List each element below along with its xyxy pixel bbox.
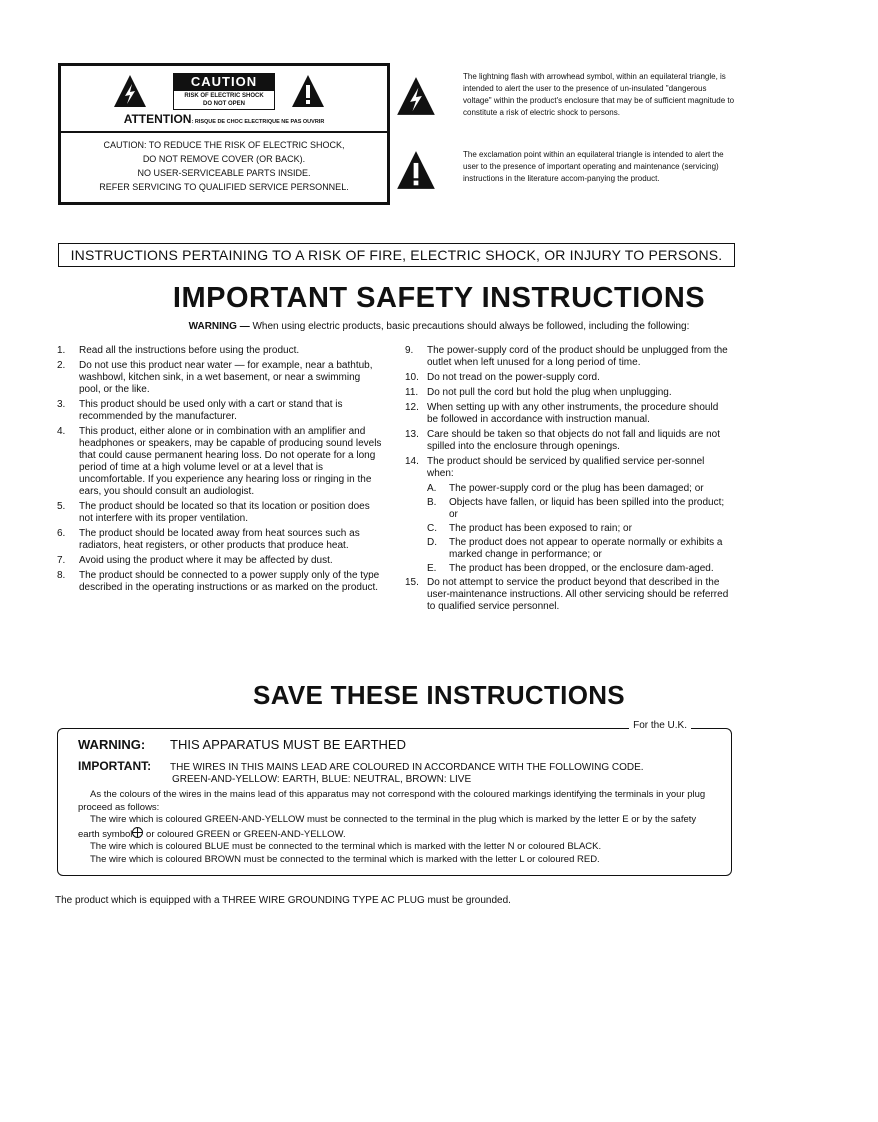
- item-number: 3.: [57, 399, 66, 410]
- item-text: This product should be used only with a cart or stand that is recommended by the manufacturer.: [79, 399, 343, 422]
- item-text: This product, either alone or in combination with an amplifier and headphones or speakers, may be capable of producing sound levels that could cause permanent hearing loss. Do not operate for a long period of time at a high volume level or at a level that is uncomfortable. If you experience any hearing loss or ringing in the ears, you should consult an audiologist.: [79, 426, 382, 497]
- uk-important-label: IMPORTANT:: [78, 759, 152, 773]
- sub-item-letter: B.: [427, 497, 437, 508]
- sub-item-text: The product has been dropped, or the enclosure dam-aged.: [449, 563, 714, 574]
- sub-item: [427, 537, 730, 561]
- page-title: IMPORTANT SAFETY INSTRUCTIONS: [172, 282, 706, 314]
- list-item: [405, 456, 730, 480]
- item-text: The product should be located away from heat sources such as radiators, heat registers, or other products that produce heat.: [79, 528, 360, 551]
- exclamation-symbol-icon: [396, 150, 436, 190]
- exclamation-warning-icon: [291, 74, 325, 108]
- sub-item: [427, 563, 730, 575]
- sub-item: [427, 483, 730, 495]
- uk-warning-text: THIS APPARATUS MUST BE EARTHED: [170, 737, 406, 752]
- caution-subtext: [173, 90, 275, 110]
- list-item: [405, 372, 730, 384]
- item-text: Do not tread on the power-supply cord.: [427, 372, 600, 383]
- caution-line: DO NOT REMOVE COVER (OR BACK).: [142, 154, 306, 164]
- list-item: [57, 345, 384, 357]
- item-text: Do not use this product near water — for example, near a bathtub, washbowl, kitchen sink, in a wet basement, or near a swimming pool, or the like.: [79, 360, 373, 395]
- list-item: [57, 528, 384, 552]
- caution-line: REFER SERVICING TO QUALIFIED SERVICE PERSONNEL.: [99, 182, 349, 192]
- sub-item: [427, 523, 730, 535]
- warning-label: WARNING —: [188, 321, 250, 332]
- instructions-left-column: [57, 345, 384, 597]
- item-number: 4.: [57, 426, 66, 437]
- sub-item-letter: A.: [427, 483, 437, 494]
- lightning-warning-icon: [113, 74, 147, 108]
- caution-line: NO USER-SERVICEABLE PARTS INSIDE.: [137, 168, 311, 178]
- caution-box: [58, 63, 390, 205]
- uk-paragraph: [78, 814, 718, 841]
- caution-text: [61, 138, 387, 194]
- uk-paragraph: The wire which is coloured BROWN must be connected to the terminal which is marked with the letter L or coloured RED.: [90, 853, 600, 865]
- uk-paragraph-text: or coloured GREEN or GREEN-AND-YELLOW.: [143, 828, 346, 840]
- sub-item-text: Objects have fallen, or liquid has been spilled into the product; or: [449, 497, 725, 520]
- caution-sub-line: DO NOT OPEN: [202, 101, 245, 107]
- item-number: 5.: [57, 501, 66, 512]
- instructions-right-column: [405, 345, 730, 616]
- item-number: 1.: [57, 345, 66, 356]
- list-item: [57, 570, 384, 594]
- item-number: 6.: [57, 528, 66, 539]
- warning-text: When using electric products, basic precautions should always be followed, including the following:: [249, 321, 690, 332]
- sub-item-text: The product has been exposed to rain; or: [449, 523, 632, 534]
- sub-item: [427, 497, 730, 521]
- item-number: 12.: [405, 402, 419, 413]
- item-number: 8.: [57, 570, 66, 581]
- fire-risk-banner: INSTRUCTIONS PERTAINING TO A RISK OF FIRE, ELECTRIC SHOCK, OR INJURY TO PERSONS.: [58, 243, 735, 267]
- item-number: 10.: [405, 372, 419, 383]
- caution-heading: CAUTION: [173, 73, 275, 90]
- item-number: 9.: [405, 345, 414, 356]
- list-item: [57, 399, 384, 423]
- uk-wiring-box: [57, 720, 732, 876]
- item-text: The power-supply cord of the product should be unplugged from the outlet when left unused for a long period of time.: [427, 345, 728, 368]
- list-item: [405, 577, 730, 613]
- item-text: Do not attempt to service the product beyond that described in the user-maintenance instructions. All other servicing should be referred to qualified service personnel.: [427, 577, 729, 612]
- sub-item-letter: C.: [427, 523, 437, 534]
- sub-item-letter: D.: [427, 537, 437, 548]
- uk-warning: [78, 737, 406, 752]
- sub-item-text: The product does not appear to operate normally or exhibits a marked change in performance; or: [449, 537, 723, 560]
- warning-intro: [0, 321, 878, 332]
- sub-item-letter: E.: [427, 563, 437, 574]
- lightning-symbol-text: The lightning flash with arrowhead symbol, within an equilateral triangle, is intended to alert the user to the presence of un-insulated "dangerous voltage" within the product's enclosure that may be of sufficient magnitude to constitute a risk of electric shock to persons.: [463, 72, 735, 117]
- uk-warning-label: WARNING:: [78, 737, 146, 752]
- item-number: 15.: [405, 577, 419, 588]
- list-item: [57, 360, 384, 396]
- item-text: Avoid using the product where it may be affected by dust.: [79, 555, 333, 566]
- caution-header: [61, 66, 387, 131]
- item-number: 13.: [405, 429, 419, 440]
- lightning-symbol-icon: [396, 76, 436, 116]
- uk-important-text: THE WIRES IN THIS MAINS LEAD ARE COLOURED IN ACCORDANCE WITH THE FOLLOWING CODE.: [170, 762, 644, 773]
- divider: [61, 131, 387, 133]
- list-item: [57, 555, 384, 567]
- item-text: Do not pull the cord but hold the plug when unplugging.: [427, 387, 672, 398]
- earth-symbol-icon: [132, 827, 143, 838]
- list-item: [405, 345, 730, 369]
- item-text: When setting up with any other instruments, the procedure should be followed in accordance with instruction manual.: [427, 402, 719, 425]
- list-item: [405, 387, 730, 399]
- exclamation-symbol-text: The exclamation point within an equilateral triangle is intended to alert the user to the presence of important operating and maintenance (servicing) instructions in the literature accom-panying the product.: [463, 150, 724, 183]
- item-text: The product should be connected to a power supply only of the type described in the operating instructions or as marked on the product.: [79, 570, 380, 593]
- sub-item-text: The power-supply cord or the plug has been damaged; or: [449, 483, 704, 494]
- uk-paragraph-text: The wire which is coloured GREEN-AND-YELLOW must be connected to the terminal in the plug which is marked by the letter E or by the safety earth symbol: [78, 814, 697, 840]
- caution-line: CAUTION: TO REDUCE THE RISK OF ELECTRIC SHOCK,: [103, 140, 345, 150]
- grounding-note: The product which is equipped with a THREE WIRE GROUNDING TYPE AC PLUG must be grounded.: [55, 895, 511, 906]
- list-item: [57, 501, 384, 525]
- uk-paragraph: The wire which is coloured BLUE must be connected to the terminal which is marked with the letter N or coloured BLACK.: [90, 841, 602, 852]
- item-number: 14.: [405, 456, 419, 467]
- uk-wire-codes: GREEN-AND-YELLOW: EARTH, BLUE: NEUTRAL, BROWN: LIVE: [172, 774, 472, 785]
- item-text: Read all the instructions before using the product.: [79, 345, 300, 356]
- uk-important: [78, 760, 644, 774]
- attention-label: ATTENTION: [123, 112, 192, 126]
- save-instructions-title: SAVE THESE INSTRUCTIONS: [253, 680, 625, 710]
- caution-label: [173, 73, 275, 110]
- list-item: [405, 402, 730, 426]
- list-item: [57, 426, 384, 498]
- attention-french: : RISQUE DE CHOC ELECTRIQUE NE PAS OUVRIR: [191, 119, 325, 125]
- item-number: 2.: [57, 360, 66, 371]
- caution-sub-line: RISK OF ELECTRIC SHOCK: [184, 93, 264, 99]
- uk-tag: For the U.K.: [629, 720, 691, 731]
- attention-line: [61, 112, 387, 126]
- item-text: Care should be taken so that objects do not fall and liquids are not spilled into the enclosure through openings.: [427, 429, 720, 452]
- item-text: The product should be serviced by qualified service per-sonnel when:: [427, 456, 705, 479]
- uk-paragraph: As the colours of the wires in the mains lead of this apparatus may not correspond with the coloured markings identifying the terminals in your plug proceed as follows:: [78, 789, 706, 813]
- item-text: The product should be located so that its location or position does not interfere with its proper ventilation.: [79, 501, 370, 524]
- item-number: 7.: [57, 555, 66, 566]
- uk-body: [78, 789, 718, 866]
- list-item: [405, 429, 730, 453]
- item-number: 11.: [405, 387, 419, 398]
